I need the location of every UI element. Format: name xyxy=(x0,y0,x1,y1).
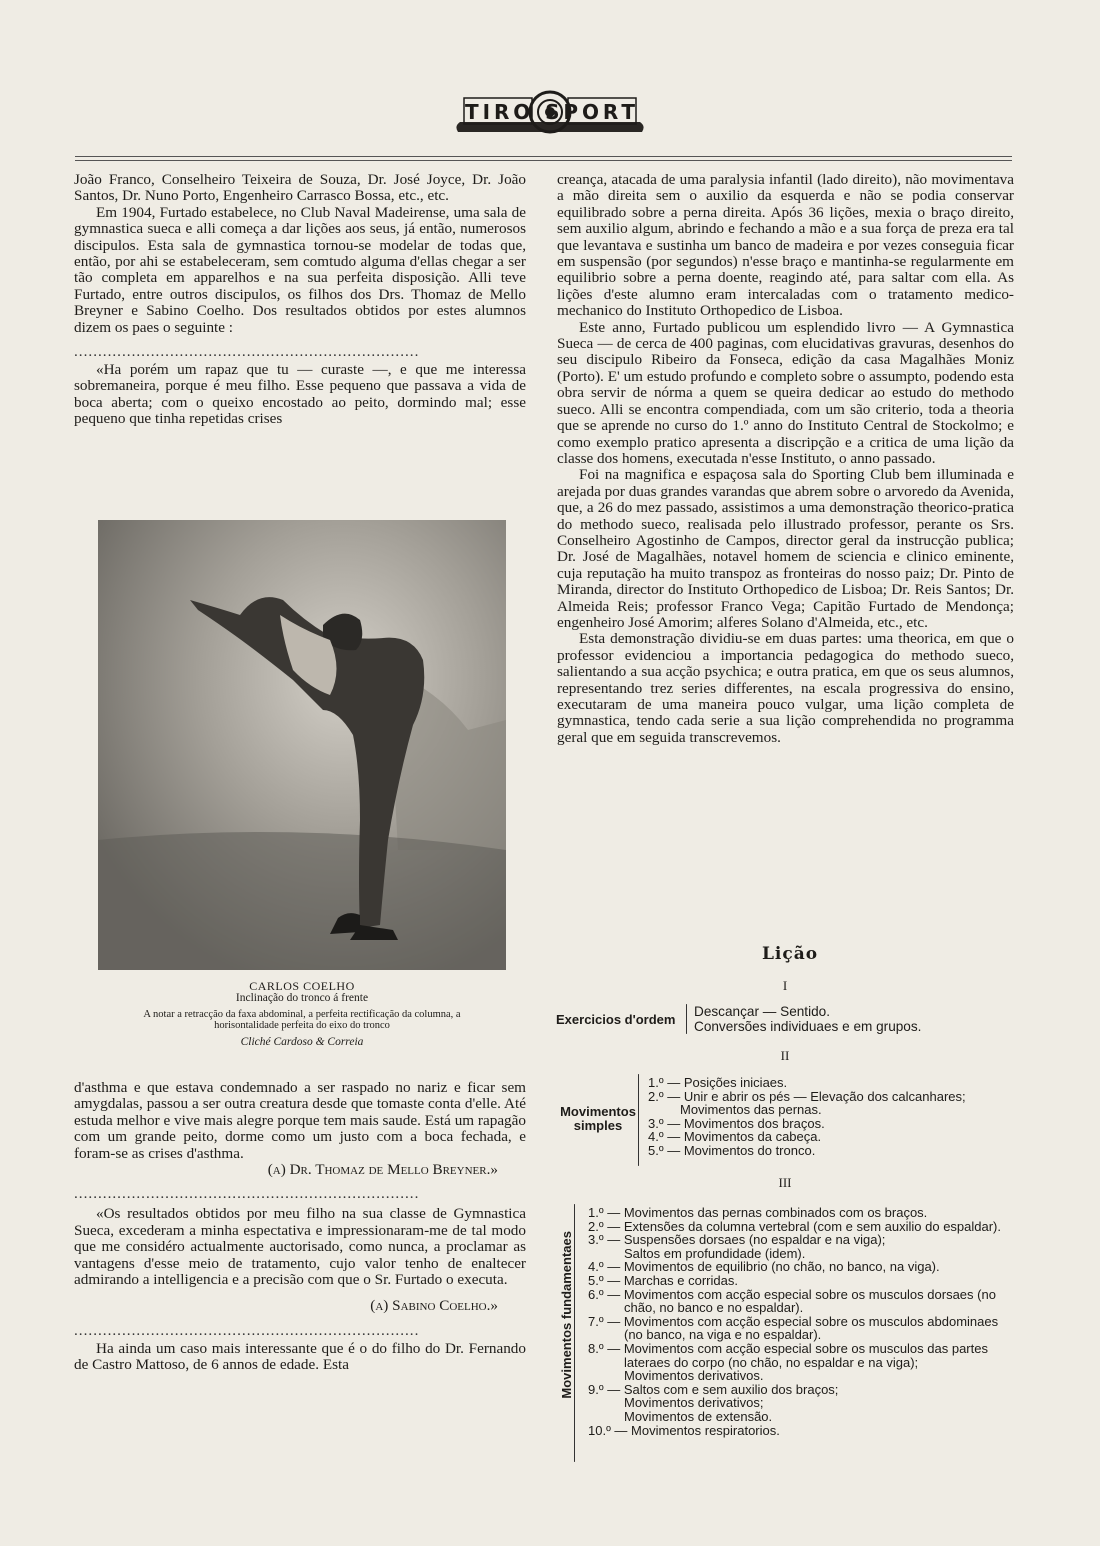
quote-paragraph: d'asthma e que estava condemnado a ser raspado no nariz e ficar sem amygdalas, passou a ser outra creatura desde que tomaste conta d'elle. Até estuda melhor e vive mais alegre porque tem mais saude. Está um rapagão com um grande peito, dorme como um justo com a boca fechada, e foram-se as crises d'asthma. xyxy=(74,1079,526,1162)
section-numeral: I xyxy=(782,978,788,993)
photo-carlos-coelho xyxy=(98,520,506,970)
paragraph: Foi na magnifica e espaçosa sala do Sporting Club bem illuminada e arejada por duas grandes varandas que abrem sobre o arvoredo da Avenida, que, a 26 do mez passado, assistimos a uma demonstração theorico-pratica do methodo sueco, realisada pelo illustrado professor, perante os Srs. Conselheiro Agostinho de Campos, director geral da instrucção publica; Dr. José de Magalhães, notavel homem de sciencia e clinico eminente, cuja reputação ha muito transpoz as fronteiras do nosso paiz; Dr. Pinto de Miranda, director do Instituto Orthopedico de Lisboa; Dr. Reis Santos; Dr. Almeida Reis; professor Franco Vega; Capitão Furtado de Mendonça; engenheiro José Amorim; alferes Solano d'Almeida, etc., etc. xyxy=(557,466,1014,631)
paragraph: Em 1904, Furtado estabelece, no Club Naval Madeirense, uma sala de gymnastica sueca e alli começa a dar lições aos seus, já então, numerosos discipulos. Esta sala de gymnastica tornou-se modelar de todas que, então, por ahi se estabeleceram, sem comtudo alguma d'ellas chegar a ser tão completa em apparelhos e na sua perfeita disposição. Alli teve Furtado, entre outros discipulos, os filhos dos Drs. Thomaz de Mello Breyner e Sabino Coelho. Dos resultados obtidos por estes alumnos dizem os paes o seguinte : xyxy=(74,203,526,336)
list-item: 9.º — Saltos com e sem auxilio dos braços; xyxy=(588,1381,839,1397)
caption-credit: Cliché Cardoso & Correia xyxy=(240,1036,364,1048)
paragraph: Este anno, Furtado publicou um esplendido livro — A Gymnastica Sueca — de cerca de 400 paginas, com elucidativas gravuras, desenhos do seu discipulo Ribeiro da Fonseca, edição da casa Magalhães Moniz (Porto). E' um estudo profundo e completo sobre o assumpto, podendo esta obra servir de nórma a quem se queira dedicar ao estudo do methodo sueco. Alli se encontra compendiada, com um são criterio, toda a theoria que se aprende no curso do 1.º anno do Instituto Central de Stockolmo; e como exemplo pratico apresenta a discripção e a critica de uma lição da classe dos homens, executada n'esse Instituto, o anno passado. xyxy=(557,318,1014,467)
paragraph: João Franco, Conselheiro Teixeira de Souza, Dr. José Joyce, Dr. João Santos, Dr. Nuno Porto, Engenheiro Carrasco Bossa, etc., etc. xyxy=(74,171,526,205)
list-item: 8.º — Movimentos com acção especial sobre os musculos das partes lateraes do corpo (no chão, no espaldar e na viga); xyxy=(588,1340,988,1370)
section-numeral: II xyxy=(780,1048,790,1063)
list-item: 2.º — Unir e abrir os pés — Elevação dos calcanhares; xyxy=(648,1088,966,1104)
header-rule-thin xyxy=(75,160,1012,161)
signature-coelho: (a) Sabino Coelho.» xyxy=(370,1297,498,1315)
list-item: Movimentos das pernas. xyxy=(680,1102,822,1118)
section3-items xyxy=(588,1206,1018,1437)
signature-breyner: (a) Dr. Thomaz de Mello Breyner.» xyxy=(267,1161,498,1179)
list-item: Movimentos derivativos; xyxy=(624,1395,764,1411)
section3-label: Movimentos fundamentaes xyxy=(559,1231,575,1399)
ellipsis-divider: ........................................................................ xyxy=(74,1324,420,1337)
caption-subtitle: Inclinação do tronco á frente xyxy=(235,992,369,1004)
section1-items xyxy=(694,1004,921,1034)
brace xyxy=(638,1074,639,1166)
list-item: Descançar — Sentido. xyxy=(694,1004,831,1019)
list-item: 2.º — Extensões da columna vertebral (com e sem auxilio do espaldar). xyxy=(588,1218,1001,1234)
list-item: Saltos em profundidade (idem). xyxy=(624,1245,806,1261)
left-column-top xyxy=(74,172,526,428)
list-item: Movimentos de extensão. xyxy=(624,1408,773,1424)
list-item: 5.º — Marchas e corridas. xyxy=(588,1272,738,1288)
left-column-bottom xyxy=(74,1080,526,1374)
paragraph: Ha ainda um caso mais interessante que é o do filho do Dr. Fernando de Castro Mattoso, de 6 annos de edade. Esta xyxy=(74,1339,526,1374)
section2-label-line: simples xyxy=(573,1118,623,1133)
brace xyxy=(686,1004,687,1034)
list-item: Movimentos derivativos. xyxy=(624,1368,764,1384)
masthead-logo xyxy=(450,88,650,144)
photo-caption xyxy=(98,980,506,1048)
list-item: 3.º — Movimentos dos braços. xyxy=(648,1115,825,1131)
list-item: 10.º — Movimentos respiratorios. xyxy=(588,1422,780,1438)
caption-name: CARLOS COELHO xyxy=(249,979,355,993)
masthead-logo-text: TIRO SPORT xyxy=(465,100,635,124)
ellipsis-divider: ........................................................................ xyxy=(74,346,420,359)
right-column xyxy=(557,172,1014,746)
list-item: 3.º — Suspensões dorsaes (no espaldar e na viga); xyxy=(588,1232,886,1248)
list-item: 4.º — Movimentos da cabeça. xyxy=(648,1129,822,1145)
quote-paragraph: «Os resultados obtidos por meu filho na sua classe de Gymnastica Sueca, excederam a minha espectativa e impressionaram-me de tal modo que me considéro actualmente auctorisado, como nunca, a proclamar as vantagens d'esse meio de tratamento, cujo valor tenho de enaltecer admirando a intelligencia e a precisão com que o Sr. Furtado o executa. xyxy=(74,1205,526,1289)
list-item: 7.º — Movimentos com acção especial sobre os musculos abdominaes (no banco, na viga e no espaldar). xyxy=(588,1313,999,1343)
paragraph: Esta demonstração dividiu-se em duas partes: uma theorica, em que o professor evidenciou a importancia pedagogica do methodo sueco, salientando a sua acção psychica; e outra pratica, em que os seus alumnos, representando trez series differentes, na escala progressiva do ensino, executaram de uma maneira pouco vulgar, uma lição completa de gymnastica, tendo cada serie a sua lição comprehendida no programma geral que em seguida transcrevemos. xyxy=(557,630,1014,746)
list-item: 1.º — Posições iniciaes. xyxy=(648,1075,788,1090)
header-rule xyxy=(75,156,1012,157)
list-item: 5.º — Movimentos do tronco. xyxy=(648,1142,816,1158)
caption-note: A notar a retracção da faxa abdominal, a perfeita rectificação da columna, a horisontalidade perfeita do eixo do tronco xyxy=(143,1009,461,1031)
section-numeral: III xyxy=(778,1175,792,1190)
ellipsis-divider: ........................................................................ xyxy=(74,1188,420,1201)
lesson-title: Lição xyxy=(761,944,819,964)
paragraph: creança, atacada de uma paralysia infantil (lado direito), não movimentava a mão direita sem o auxilio da esquerda e não se podia conservar equilibrado sobre a perna direita. Após 36 lições, mexia o braço direito, sem auxilio algum, abrindo e fechando a mão e a sua força de preza era tal que levantava e sustinha um banco de madeira e por vezes conseguia ficar em suspensão (por segundos) n'esse braço e mantinha-se regularmente em equilibrio sobre a perna doente, reagindo até, para saltar com ella. As lições d'este alumno eram intercaladas com o tratamento medico-mechanico do Instituto Orthopedico de Lisboa. xyxy=(557,171,1014,320)
list-item: 6.º — Movimentos com acção especial sobre os musculos dorsaes (no chão, no banco e no espaldar). xyxy=(588,1286,996,1316)
list-item: 4.º — Movimentos de equilibrio (no chão, no banco, na viga). xyxy=(588,1259,940,1275)
section2-items xyxy=(648,1076,966,1158)
list-item: Conversões individuaes e em grupos. xyxy=(694,1019,922,1034)
quote-paragraph: «Ha porém um rapaz que tu — curaste —, e que me interessa sobremaneira, porque é meu filho. Esse pequeno que passava a vida de boca aberta; com o queixo encostado ao peito, dormindo mal; esse pequeno que tinha repetidas crises xyxy=(74,361,526,428)
section2-label-line: Movimentos xyxy=(560,1104,636,1119)
section2-label xyxy=(560,1105,636,1133)
list-item: 1.º — Movimentos das pernas combinados com os braços. xyxy=(588,1205,928,1220)
section1-label: Exercicios d'ordem xyxy=(556,1012,676,1027)
brace xyxy=(574,1204,575,1462)
